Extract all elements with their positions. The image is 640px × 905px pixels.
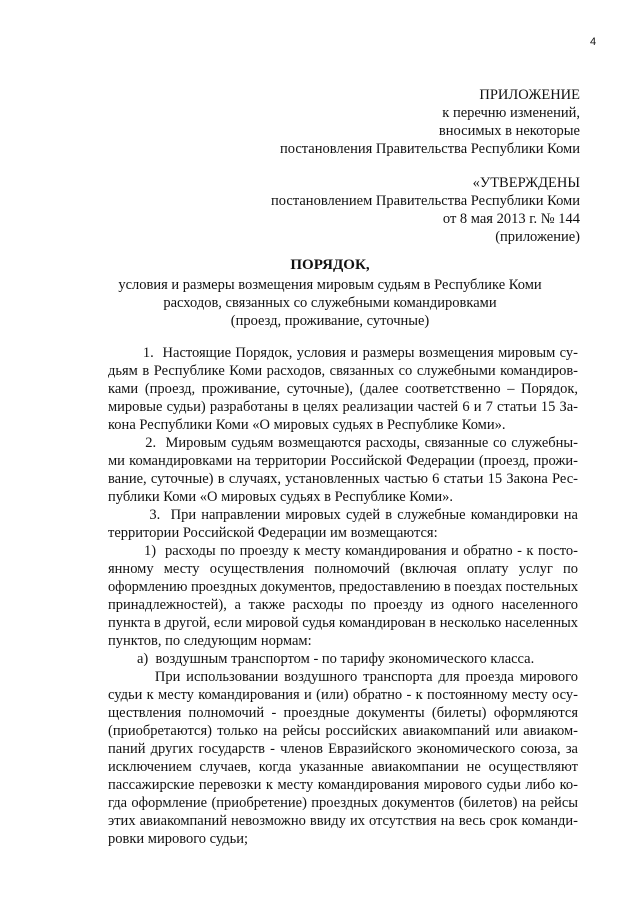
body-line: ровки мирового судьи; — [108, 831, 249, 847]
body-line: янному месту осуществления полномочий (включая оплату услуг по — [108, 561, 578, 577]
body-line: 1. Настоящие Порядок, условия и размеры возмещения мировым су- — [108, 345, 578, 361]
body-line: кона Республики Коми «О мировых судьях в Республике Коми». — [108, 417, 506, 433]
body-line: паний других государств - членов Евразийского экономического союза, за — [108, 741, 578, 757]
body-line: ми командировками на территории Российской Федерации (проезд, прожи- — [108, 453, 578, 469]
body-line: пунктов, по следующим нормам: — [108, 633, 312, 649]
body-line: При использовании воздушного транспорта для проезда мирового — [108, 669, 578, 685]
body-line: пункта в другой, если мировой судья командирован в несколько населенных — [108, 615, 578, 631]
body-line: вание, суточные) в случаях, установленных частью 6 статьи 15 Закона Рес- — [108, 471, 578, 487]
body-line: оформлению проездных документов, предоставлению в поездах постельных — [108, 579, 578, 595]
body-line: 3. При направлении мировых судей в служебные командировки на — [108, 507, 578, 523]
document-body — [108, 344, 578, 848]
approval-line: от 8 мая 2013 г. № 144 — [442, 211, 580, 227]
body-line: этих авиакомпаний невозможно ввиду их отсутствия на весь срок команди- — [108, 813, 578, 829]
body-line: ществления полномочий - проездные документы (билеты) оформляются — [108, 705, 578, 721]
body-line: принадлежностей), а также расходы по проезду из одного населенного — [108, 597, 578, 613]
body-line: 2. Мировым судьям возмещаются расходы, связанные со служебны- — [108, 435, 578, 451]
appendix-header — [280, 86, 580, 158]
document-subtitle-line: (проезд, проживание, суточные) — [230, 313, 430, 329]
body-line: судьи к месту командирования и (или) обратно - к постоянному месту осу- — [108, 687, 578, 703]
approval-line: «УТВЕРЖДЕНЫ — [472, 175, 580, 191]
page-number: 4 — [590, 36, 597, 48]
body-line: исключением случаев, когда указанные авиакомпании не осуществляют — [108, 759, 578, 775]
approval-line: постановлением Правительства Республики Коми — [271, 193, 580, 209]
appendix-line: постановления Правительства Республики Коми — [279, 141, 580, 157]
body-line: гда оформление (приобретение) проездных документов (билетов) на рейсы — [108, 795, 578, 811]
body-line: пассажирские перевозки к месту командирования мирового судьи либо ко- — [108, 777, 578, 793]
appendix-line: ПРИЛОЖЕНИЕ — [479, 87, 580, 103]
body-line: публики Коми «О мировых судьях в Республике Коми». — [108, 489, 453, 505]
document-title: ПОРЯДОК, — [290, 257, 370, 273]
document-subtitle-line: расходов, связанных со служебными командировками — [163, 295, 497, 311]
body-line: территории Российской Федерации им возмещаются: — [108, 525, 438, 541]
approval-line: (приложение) — [495, 229, 580, 245]
body-line: мировые судьи) разработаны в целях реализации частей 6 и 7 статьи 15 За- — [108, 399, 578, 415]
body-line: 1) расходы по проезду к месту командирования и обратно - к посто- — [108, 543, 578, 559]
body-line: дьям в Республике Коми расходов, связанных со служебными командиров- — [108, 363, 578, 379]
document-subtitle-line: условия и размеры возмещения мировым судьям в Республике Коми — [118, 277, 542, 293]
approval-stamp-block — [271, 174, 580, 246]
appendix-line: к перечню изменений, — [442, 105, 580, 121]
appendix-line: вносимых в некоторые — [438, 123, 580, 139]
document-title-block — [100, 256, 560, 330]
body-line: ками (проезд, проживание, суточные), (далее соответственно – Порядок, — [108, 381, 578, 397]
body-line: (приобретаются) только на рейсы российских авиакомпаний или авиаком- — [108, 723, 578, 739]
body-line: а) воздушным транспортом - по тарифу экономического класса. — [108, 651, 535, 667]
